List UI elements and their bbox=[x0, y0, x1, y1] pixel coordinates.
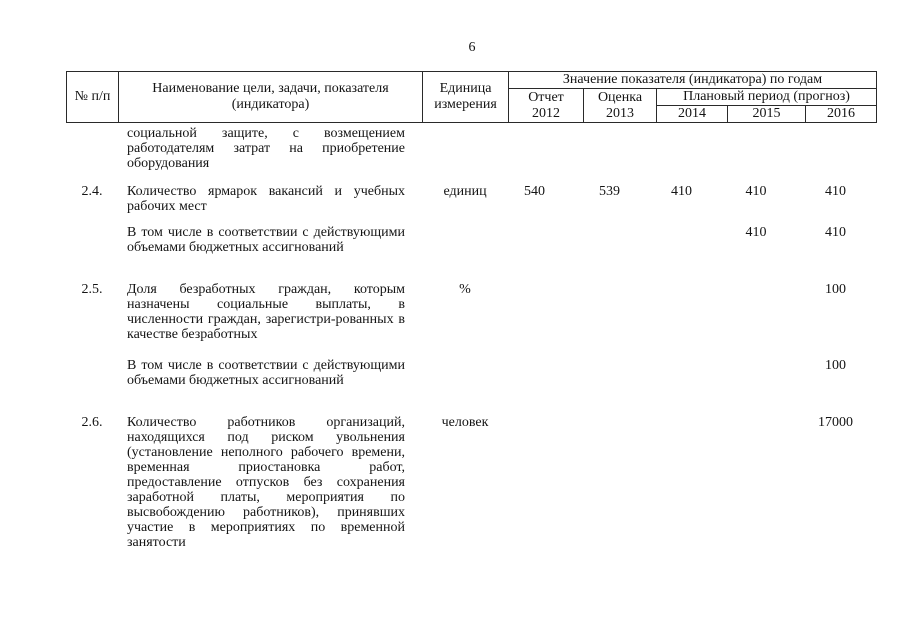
table-row bbox=[66, 358, 876, 415]
header-year-2016: 2016 bbox=[806, 106, 877, 123]
row-name: социальной защите, с возмещением работодателям затрат на приобретение оборудования bbox=[127, 126, 405, 171]
row-name: Количество работников организаций, находящихся под риском увольнения (установление неполного рабочего времени, временная приостановка работ, предоставление отпусков без сохранения заработной платы, мероприятия по высвобождению работников), принявших участие в мероприятиях по временной занятости bbox=[127, 415, 405, 550]
table-row bbox=[66, 126, 876, 184]
row-unit: единиц bbox=[443, 184, 487, 199]
row-value-2016: 17000 bbox=[818, 415, 853, 430]
row-unit: % bbox=[459, 282, 471, 297]
row-value-2016: 410 bbox=[825, 225, 846, 240]
header-col-report: Отчет 2012 bbox=[509, 89, 584, 123]
table-row bbox=[66, 225, 876, 282]
page-number: 6 bbox=[468, 40, 476, 55]
row-value-2016: 410 bbox=[825, 184, 846, 199]
header-year-2014: 2014 bbox=[657, 106, 728, 123]
header-col-estimate: Оценка 2013 bbox=[584, 89, 657, 123]
table-row bbox=[66, 415, 876, 565]
header-values-group: Значение показателя (индикатора) по годам bbox=[509, 72, 877, 89]
header-name: Наименование цели, задачи, показателя (индикатора) bbox=[119, 72, 423, 123]
header-year-2015: 2015 bbox=[728, 106, 806, 123]
indicator-table-header bbox=[66, 71, 877, 123]
row-value-2015: 410 bbox=[745, 225, 767, 240]
row-value-2013: 539 bbox=[599, 184, 620, 199]
row-name: Количество ярмарок вакансий и учебных рабочих мест bbox=[127, 184, 405, 214]
row-unit: человек bbox=[441, 415, 489, 430]
row-value-2016: 100 bbox=[825, 282, 846, 297]
row-num: 2.6. bbox=[81, 415, 103, 430]
row-num: 2.5. bbox=[81, 282, 103, 297]
header-num: № п/п bbox=[67, 72, 119, 123]
row-value-2016: 100 bbox=[825, 358, 846, 373]
header-unit: Единица измерения bbox=[423, 72, 509, 123]
row-value-2012: 540 bbox=[524, 184, 545, 199]
row-value-2014: 410 bbox=[671, 184, 692, 199]
row-num: 2.4. bbox=[81, 184, 103, 199]
row-value-2015: 410 bbox=[745, 184, 767, 199]
indicator-table-body bbox=[66, 126, 876, 565]
table-row bbox=[66, 184, 876, 225]
table-row bbox=[66, 282, 876, 358]
header-planned-period: Плановый период (прогноз) bbox=[657, 89, 877, 106]
row-name: В том числе в соответствии с действующими объемами бюджетных ассигнований bbox=[127, 225, 405, 255]
row-name: В том числе в соответствии с действующими объемами бюджетных ассигнований bbox=[127, 358, 405, 388]
row-name: Доля безработных граждан, которым назначены социальные выплаты, в численности граждан, зарегистри-рованных в качестве безработных bbox=[127, 282, 405, 342]
